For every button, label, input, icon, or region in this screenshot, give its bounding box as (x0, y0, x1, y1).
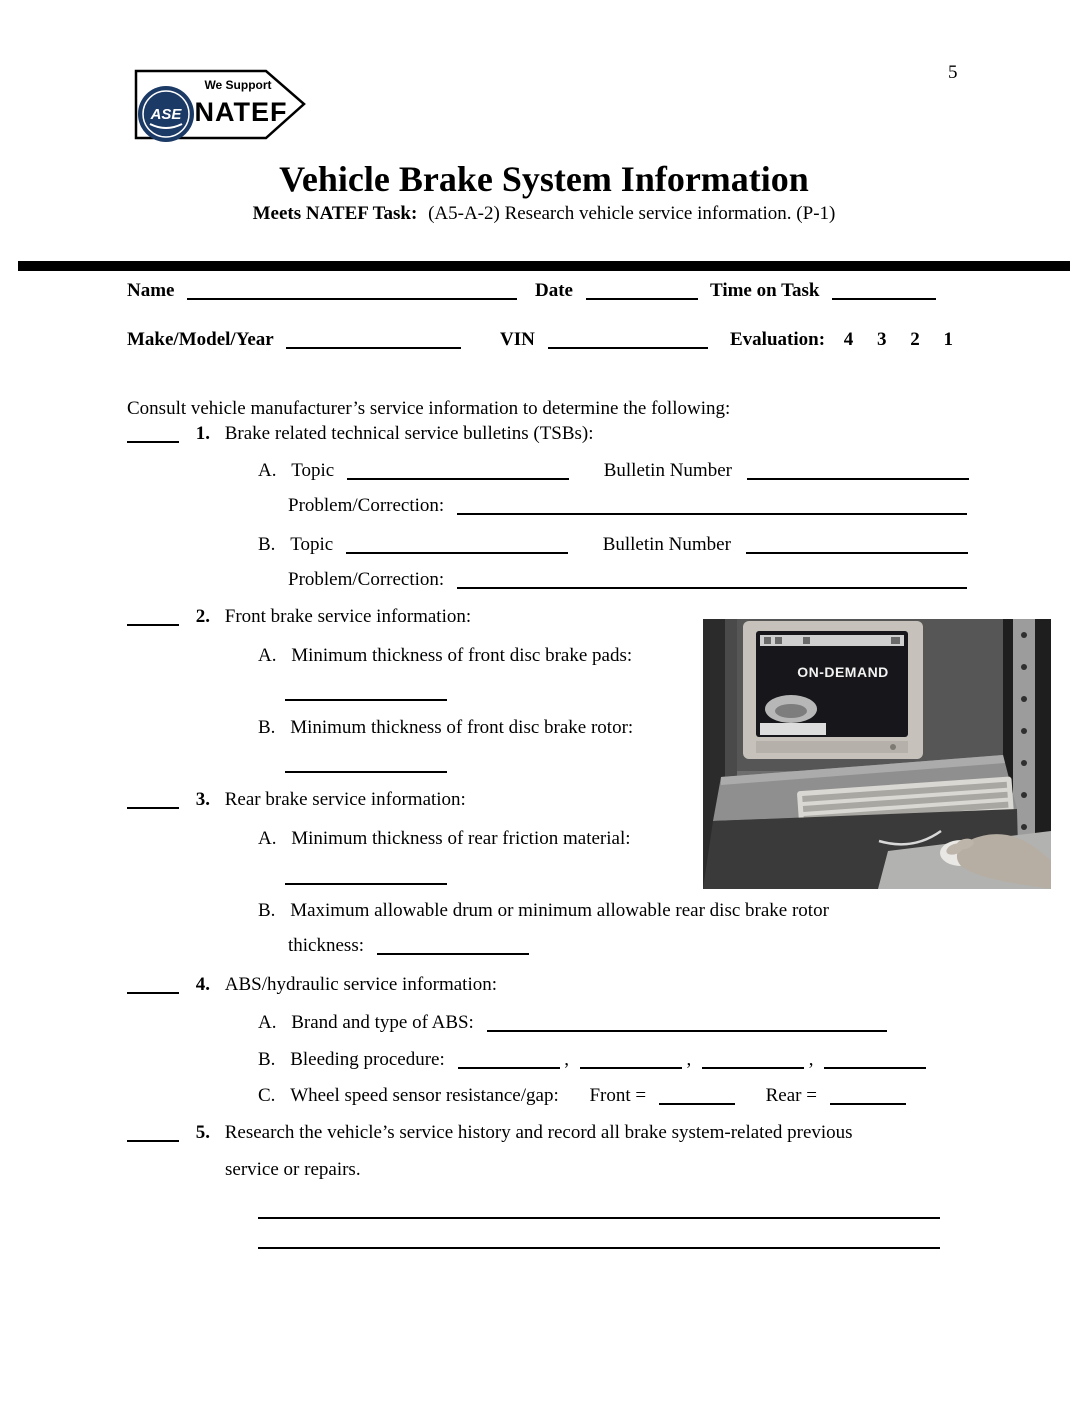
item-3a-answer-blank (285, 865, 447, 885)
tsb-b-bulletin-label: Bulletin Number (602, 534, 731, 555)
evaluation-field (730, 328, 953, 352)
item-4b-sep-3: , (808, 1049, 814, 1070)
item-4b-blank-2 (580, 1049, 682, 1069)
toolbar-icon (764, 637, 771, 644)
date-blank (586, 280, 698, 300)
item-3b-answer-row (288, 934, 529, 958)
item-5-answer-row-1 (258, 1198, 940, 1222)
item-3a-text: Minimum thickness of rear friction material: (291, 828, 631, 849)
item-2a-letter: A. (258, 645, 277, 666)
item-4c-rear-label: Rear = (765, 1085, 817, 1106)
item-4a-letter: A. (258, 1012, 277, 1033)
item-4c-row (258, 1084, 906, 1108)
item-5-score-blank (127, 1122, 179, 1142)
item-3-label: Rear brake service information: (224, 789, 466, 810)
name-label: Name (127, 280, 175, 301)
item-2a-answer-blank (285, 681, 447, 701)
date-field (535, 279, 698, 303)
info-row-2 (127, 328, 967, 352)
logo-brand: NATEF (194, 97, 288, 127)
item-4-score-blank (127, 974, 179, 994)
item-3b-answer-blank (377, 935, 529, 955)
monitor-button (890, 744, 896, 750)
item-4b-letter: B. (258, 1049, 276, 1070)
natef-logo (128, 58, 310, 150)
item-3-heading (127, 788, 466, 812)
item-4-label: ABS/hydraulic service information: (224, 974, 498, 995)
task-label: Meets NATEF Task: (252, 203, 418, 224)
item-4-number: 4. (195, 974, 210, 995)
evaluation-scale: 4 3 2 1 (843, 329, 954, 350)
item-2-heading (127, 605, 471, 629)
name-field (127, 279, 517, 303)
item-2-label: Front brake service information: (224, 606, 472, 627)
item-3b-letter: B. (258, 900, 276, 921)
item-3a-row (258, 827, 631, 851)
tsb-b-problem-blank (457, 569, 967, 589)
item-3-score-blank (127, 789, 179, 809)
item-2-number: 2. (195, 606, 210, 627)
item-3b-text: Maximum allowable drum or minimum allowable rear disc brake rotor (290, 900, 829, 921)
evaluation-label: Evaluation: (730, 329, 826, 350)
item-1-number: 1. (195, 423, 210, 444)
tsb-b-problem-label: Problem/Correction: (288, 569, 445, 590)
logo-tagline: We Support (204, 78, 272, 92)
item-1-score-blank (127, 423, 179, 443)
toolbar-icon (891, 637, 900, 644)
tsb-b-topic-label: Topic (290, 534, 334, 555)
tsb-a-letter: A. (258, 460, 277, 481)
item-2b-answer-row (285, 752, 447, 776)
tsb-b-bulletin-blank (746, 534, 968, 554)
item-2a-text: Minimum thickness of front disc brake pads: (291, 645, 633, 666)
item-5-heading (127, 1121, 853, 1145)
item-4c-rear-blank (830, 1085, 906, 1105)
time-on-task-label: Time on Task (710, 280, 820, 301)
info-row-1 (127, 279, 967, 303)
item-4b-blank-1 (458, 1049, 560, 1069)
item-4a-row (258, 1011, 887, 1035)
item-4c-front-blank (659, 1085, 735, 1105)
item-3-number: 3. (195, 789, 210, 810)
item-4b-sep-2: , (686, 1049, 692, 1070)
photo-screen-car-shadow (775, 704, 807, 718)
page-title: Vehicle Brake System Information (279, 159, 809, 199)
item-4b-blank-4 (824, 1049, 926, 1069)
tsb-a-problem-label: Problem/Correction: (288, 495, 445, 516)
tsb-a-bulletin-blank (747, 460, 969, 480)
rail-hole (1021, 728, 1027, 734)
item-4-heading (127, 973, 497, 997)
item-2b-answer-blank (285, 753, 447, 773)
date-label: Date (535, 280, 573, 301)
rail-hole (1021, 664, 1027, 670)
item-5-answer-blank-1 (258, 1199, 940, 1219)
name-blank (187, 280, 517, 300)
item-2a-row (258, 644, 632, 668)
item-1-heading (127, 422, 594, 446)
item-5-label: Research the vehicle’s service history and record all brake system-related previous (224, 1122, 853, 1143)
task-subtitle (0, 203, 1088, 225)
rail-hole (1021, 792, 1027, 798)
item-4b-text: Bleeding procedure: (290, 1049, 445, 1070)
vin-blank (548, 329, 708, 349)
tsb-a-bulletin-label: Bulletin Number (603, 460, 732, 481)
item-2-score-blank (127, 606, 179, 626)
item-4a-answer-blank (487, 1012, 887, 1032)
photo-screen-panel (760, 723, 826, 735)
tsb-a-topic-label: Topic (291, 460, 335, 481)
tsb-a-topic-blank (347, 460, 569, 480)
tsb-a-problem-blank (457, 495, 967, 515)
photo-screen-text: ON-DEMAND (797, 664, 889, 680)
rail-hole (1021, 760, 1027, 766)
item-4b-blank-3 (702, 1049, 804, 1069)
item-2b-row (258, 716, 633, 740)
tsb-b-letter: B. (258, 534, 276, 555)
item-2b-letter: B. (258, 717, 276, 738)
time-on-task-blank (832, 280, 936, 300)
page-number: 5 (948, 62, 958, 83)
rail-hole (1021, 824, 1027, 830)
item-4c-text: Wheel speed sensor resistance/gap: (290, 1085, 559, 1106)
item-5-number: 5. (195, 1122, 210, 1143)
item-5-answer-blank-2 (258, 1229, 940, 1249)
intro-text: Consult vehicle manufacturer’s service information to determine the following: (127, 398, 731, 419)
item-4c-front-label: Front = (589, 1085, 647, 1106)
toolbar-icon (775, 637, 782, 644)
tsb-b-topic-blank (346, 534, 568, 554)
item-4a-text: Brand and type of ABS: (291, 1012, 474, 1033)
item-5-label-line2: service or repairs. (225, 1159, 361, 1180)
item-3a-letter: A. (258, 828, 277, 849)
task-text: (A5-A-2) Research vehicle service information. (P-1) (428, 203, 836, 224)
tsb-row-b (258, 533, 968, 557)
rail-hole (1021, 696, 1027, 702)
workstation-photo (703, 619, 1051, 889)
time-on-task-field (710, 279, 936, 303)
photo-monitor-chin (756, 741, 908, 753)
item-2b-text: Minimum thickness of front disc brake rotor: (290, 717, 634, 738)
item-5-answer-row-2 (258, 1228, 940, 1252)
divider-bar (18, 261, 1070, 271)
toolbar-icon (803, 637, 810, 644)
rail-hole (1021, 632, 1027, 638)
make-model-year-field (127, 328, 461, 352)
item-4b-sep-1: , (564, 1049, 570, 1070)
tsb-b-problem-row (288, 568, 967, 592)
tsb-row-a (258, 459, 969, 483)
item-3b-text2: thickness: (288, 935, 364, 956)
vin-label: VIN (500, 329, 535, 350)
ase-logo-text: ASE (150, 106, 182, 123)
make-model-year-label: Make/Model/Year (127, 329, 274, 350)
item-4c-letter: C. (258, 1085, 276, 1106)
item-2a-answer-row (285, 680, 447, 704)
item-3b-row (258, 899, 829, 923)
item-1-label: Brake related technical service bulletins (TSBs): (224, 423, 594, 444)
item-4b-row (258, 1048, 926, 1072)
tsb-a-problem-row (288, 494, 967, 518)
vin-field (500, 328, 708, 352)
item-3a-answer-row (285, 864, 447, 888)
make-model-year-blank (286, 329, 461, 349)
